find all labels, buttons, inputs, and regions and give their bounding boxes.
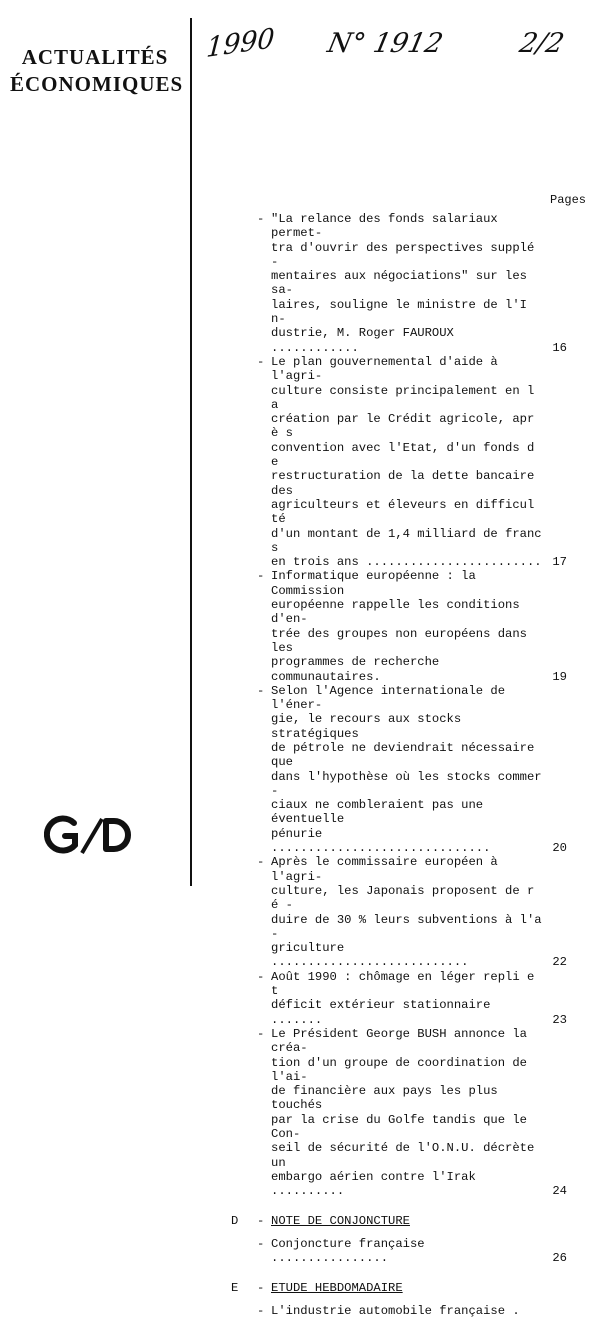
handwritten-issue-number: N° 1912 — [324, 28, 446, 59]
bullet-dash: - — [257, 969, 265, 984]
toc-entry-page: 23 — [552, 1012, 567, 1027]
toc-entry-page: 19 — [552, 669, 567, 684]
bullet-dash: - — [257, 855, 265, 870]
section-heading-row — [257, 1281, 587, 1295]
toc-entry-text: L'industrie automobile française . — [271, 1303, 520, 1318]
toc-entry — [257, 355, 587, 569]
section-letter: E — [231, 1281, 239, 1296]
bullet-dash: - — [257, 1214, 265, 1229]
section-d — [231, 1214, 587, 1266]
toc-entry-page: 16 — [552, 340, 567, 355]
section-letter: D — [231, 1214, 239, 1229]
toc-entry — [257, 212, 587, 355]
bullet-dash: - — [257, 1026, 265, 1041]
toc-entry-page: 22 — [552, 955, 567, 970]
pages-column-header: Pages — [550, 193, 587, 207]
table-of-contents — [231, 212, 587, 1318]
toc-entry — [257, 569, 587, 683]
handwritten-sheet-number: 2/2 — [516, 28, 567, 59]
toc-entry-page: 20 — [552, 841, 567, 856]
bullet-dash: - — [257, 1303, 265, 1318]
bullet-dash: - — [257, 1281, 265, 1296]
section-heading-row — [257, 1214, 587, 1228]
bullet-dash: - — [257, 683, 265, 698]
toc-entry-page: 17 — [552, 555, 567, 570]
section-e — [231, 1281, 587, 1318]
toc-entry — [257, 1304, 587, 1318]
bullet-dash: - — [257, 1236, 265, 1251]
gd-logo-icon — [44, 815, 138, 855]
masthead-line-1: ACTUALITÉS — [21, 45, 169, 69]
bullet-dash: - — [257, 212, 265, 226]
bullet-dash: - — [257, 569, 265, 584]
toc-entry-text: Août 1990 : chômage en léger repli e t déficit extérieur stationnaire ....... — [271, 969, 535, 1027]
bullet-dash: - — [257, 354, 265, 369]
handwritten-year: 1990 — [205, 22, 276, 65]
toc-entry — [257, 1237, 587, 1266]
vertical-divider — [190, 18, 192, 886]
section-heading: ETUDE HEBDOMADAIRE — [271, 1281, 403, 1296]
toc-entry-text: Informatique européenne : la Commission européenne rappelle les conditions d'en- trée des groupes non européens dans les programmes de recherche communautaires. — [271, 569, 527, 684]
toc-entry-page: 24 — [552, 1184, 567, 1199]
toc-entry — [257, 970, 587, 1027]
toc-entry — [257, 684, 587, 856]
toc-entry — [257, 1027, 587, 1199]
toc-entry-text: "La relance des fonds salariaux permet- tra d'ouvrir des perspectives supplé - mentaires aux négociations" sur les sa- laires, souligne le ministre de l'I n- dustrie, M. Roger FAUROUX ............ — [271, 212, 535, 355]
publication-masthead — [10, 44, 184, 98]
toc-entry-text: Le Président George BUSH annonce la créa- tion d'un groupe de coordination de l'ai- de financière aux pays les plus touchés par la crise du Golfe tandis que le Con- seil de sécurité de l'O.N.U. décrète un embargo aérien contre l'Irak .......... — [271, 1026, 535, 1199]
toc-entry — [257, 855, 587, 969]
toc-entry-text: Conjoncture française ................ — [271, 1236, 425, 1266]
toc-entry-page: 26 — [552, 1251, 567, 1266]
toc-entry-text: Le plan gouvernemental d'aide à l'agri- culture consiste principalement en l a création par le Crédit agricole, apr è s convention avec l'Etat, d'un fonds d e restructuration de la dette bancaire des agriculteurs et éleveurs en difficul té d'un montant de 1,4 milliard de franc s en trois ans ........................ — [271, 354, 542, 570]
masthead-line-2: ÉCONOMIQUES — [10, 72, 184, 96]
toc-entry-text: Après le commissaire européen à l'agri- culture, les Japonais proposent de r é - duire de 30 % leurs subventions à l'a - griculture ........................... — [271, 855, 542, 970]
section-heading: NOTE DE CONJONCTURE — [271, 1214, 410, 1229]
toc-entry-text: Selon l'Agence internationale de l'éner- gie, le recours aux stocks stratégiques de pétrole ne deviendrait nécessaire que dans l'hypothèse où les stocks commer - ciaux ne combleraient pas une éventuelle pénurie .............................. — [271, 683, 542, 856]
